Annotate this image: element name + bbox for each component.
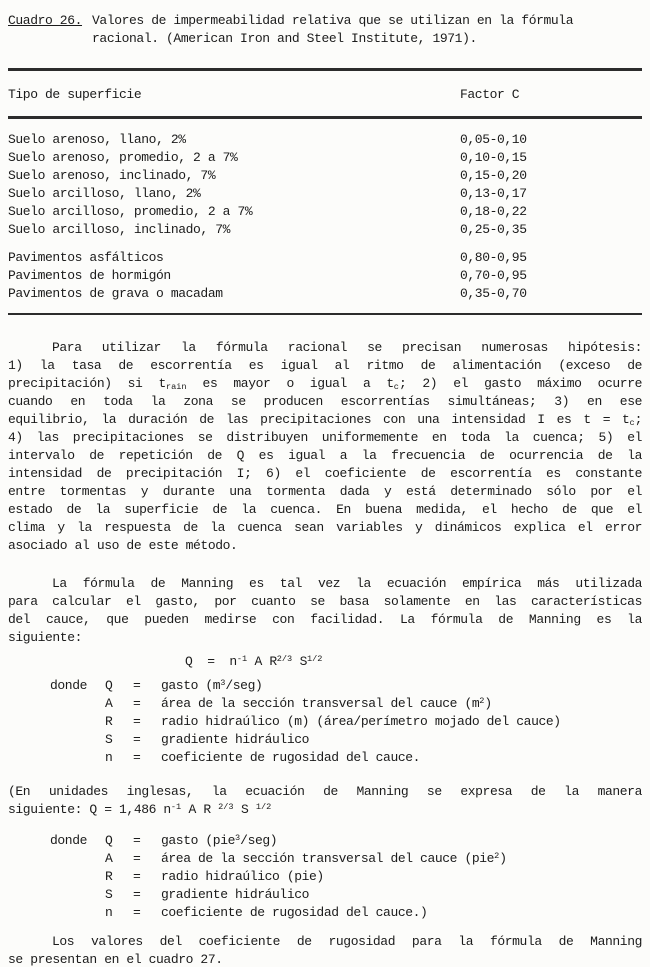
text-line: racional. (American Iron and Steel Institute, 1971).	[92, 31, 477, 46]
where-label-spacer	[50, 713, 105, 731]
text-line: precipitación) si $t_{rain}$ es mayor o igual a $t_c$; 2) el gasto máximo ocurre	[8, 376, 642, 393]
caption-text	[92, 12, 642, 48]
definition-cell: radio hidraúlico (pie)	[161, 869, 324, 884]
where-label-spacer	[50, 904, 105, 922]
factor-cell: 0,05-0,10	[460, 132, 527, 147]
where-definitions-english	[8, 832, 642, 922]
where-label-spacer	[50, 886, 105, 904]
surface-cell: Suelo arenoso, llano, 2%	[8, 132, 186, 147]
definition-row	[50, 904, 642, 922]
equals-sign: =	[133, 869, 141, 884]
text-line: entre tormentas y durante una tormenta dada y está determinado sólo por el	[8, 484, 642, 499]
text-line: para calcular el gasto, por cuanto se basa solamente en las características	[8, 594, 642, 609]
text-line: estado de la superficie de la cuenca. En buena medida, el hecho de que el	[8, 502, 642, 517]
surface-cell: Suelo arenoso, inclinado, 7%	[8, 168, 216, 183]
pavement-rows-group	[8, 249, 642, 303]
table-row	[8, 149, 642, 167]
text-line: 4) las precipitaciones se distribuyen uniformemente en toda la cuenca; 5) el	[8, 430, 642, 445]
text-line: se presentan en el cuadro 27.	[8, 952, 223, 967]
surface-cell: Pavimentos asfálticos	[8, 250, 164, 265]
where-label-spacer	[50, 850, 105, 868]
definition-cell: área de la sección transversal del cauce (pie$^2$)	[161, 851, 507, 866]
table-row	[8, 221, 642, 239]
surface-cell: Suelo arcilloso, promedio, 2 a 7%	[8, 204, 253, 219]
text-line: Para utilizar la fórmula racional se precisan numerosas hipótesis:	[52, 340, 642, 355]
equals-sign: =	[133, 678, 141, 693]
definition-cell: gradiente hidráulico	[161, 887, 310, 902]
hypotheses-paragraph	[8, 339, 642, 555]
english-units-paragraph	[8, 783, 642, 819]
text-line: siguiente: Q = 1,486 $n^{-1}$ A R $^{2/3}$ S $^{1/2}$	[8, 802, 272, 817]
text-line: clima y la respuesta de la cuenca sean variables y dinámicos explica el error	[8, 520, 642, 535]
definition-cell: coeficiente de rugosidad del cauce.	[161, 750, 421, 765]
factor-cell: 0,70-0,95	[460, 268, 527, 283]
text-line: cuando en toda la zona se producen escorrentías simultáneas; 3) en ese	[8, 394, 642, 409]
symbol-cell: A	[105, 851, 113, 866]
equals-sign: =	[133, 750, 141, 765]
table-row	[8, 249, 642, 267]
definition-row	[50, 677, 642, 695]
where-label-spacer	[50, 695, 105, 713]
table-row	[8, 131, 642, 149]
equals-sign: =	[133, 833, 141, 848]
where-label-spacer	[50, 749, 105, 767]
text-line: intervalo de repetición de Q es igual a la frecuencia de ocurrencia de la	[8, 448, 642, 463]
surface-cell: Suelo arcilloso, inclinado, 7%	[8, 222, 231, 237]
caption-label: Cuadro 26.	[8, 13, 83, 28]
definition-row	[50, 695, 642, 713]
table-bottom-rule	[8, 313, 642, 315]
where-label-spacer	[50, 731, 105, 749]
factor-cell: 0,18-0,22	[460, 204, 527, 219]
factor-cell: 0,15-0,20	[460, 168, 527, 183]
text-line: asociado al uso de este método.	[8, 538, 238, 553]
table-row	[8, 185, 642, 203]
where-label-spacer	[50, 868, 105, 886]
factor-cell: 0,13-0,17	[460, 186, 527, 201]
symbol-cell: A	[105, 696, 113, 711]
text-line: del cauce, que pueden medirse con facilidad. La fórmula de Manning es la	[8, 612, 642, 627]
symbol-cell: S	[105, 887, 113, 902]
text-line: (En unidades inglesas, la ecuación de Manning se expresa de la manera	[8, 784, 642, 799]
text-line: siguiente:	[8, 630, 83, 645]
text-line: equilibrio, la duración de las precipitaciones con una intensidad I es $t = t_c$;	[8, 412, 642, 429]
symbol-cell: R	[105, 869, 113, 884]
text-line: 1) la tasa de escorrentía es igual al ritmo de alimentación (exceso de	[8, 358, 642, 373]
equals-sign: =	[133, 905, 141, 920]
factor-cell: 0,35-0,70	[460, 286, 527, 301]
where-label: donde	[50, 833, 88, 848]
equals-sign: =	[133, 732, 141, 747]
definition-cell: gradiente hidráulico	[161, 732, 310, 747]
symbol-cell: Q	[105, 678, 113, 693]
surface-cell: Suelo arenoso, promedio, 2 a 7%	[8, 150, 238, 165]
table-header-row	[8, 86, 642, 104]
symbol-cell: R	[105, 714, 113, 729]
surface-cell: Pavimentos de grava o macadam	[8, 286, 223, 301]
definition-cell: radio hidraúlico (m) (área/perímetro mojado del cauce)	[161, 714, 561, 729]
table-row	[8, 167, 642, 185]
definition-row	[50, 832, 642, 850]
equals-sign: =	[133, 851, 141, 866]
definition-cell: gasto $(m^3/seg)$	[161, 678, 263, 693]
factor-cell: 0,80-0,95	[460, 250, 527, 265]
equals-sign: =	[133, 887, 141, 902]
table-row	[8, 267, 642, 285]
definition-row	[50, 749, 642, 767]
where-definitions-metric	[8, 677, 642, 767]
symbol-cell: S	[105, 732, 113, 747]
text-line: Los valores del coeficiente de rugosidad para la fórmula de Manning	[52, 934, 642, 949]
definition-cell: coeficiente de rugosidad del cauce.)	[161, 905, 428, 920]
equals-sign: =	[133, 714, 141, 729]
text-line: Valores de impermeabilidad relativa que se utilizan en la fórmula	[92, 13, 574, 28]
surface-cell: Suelo arcilloso, llano, 2%	[8, 186, 201, 201]
manning-formula: $Q = n^{-1}$ A $R^{2/3}$ $S^{1/2}$	[185, 654, 323, 669]
definition-row	[50, 886, 642, 904]
soil-rows-group	[8, 131, 642, 239]
text-line: intensidad de precipitación I; 6) el coeficiente de escorrentía es constante	[8, 466, 642, 481]
table-header-rule	[8, 116, 642, 119]
symbol-cell: n	[105, 905, 113, 920]
equals-sign: =	[133, 696, 141, 711]
surface-column-header: Tipo de superficie	[8, 87, 142, 102]
surface-cell: Pavimentos de hormigón	[8, 268, 171, 283]
definition-cell: gasto (pie$^3$/seg)	[161, 833, 278, 848]
definition-row	[50, 713, 642, 731]
table-row	[8, 285, 642, 303]
factor-cell: 0,25-0,35	[460, 222, 527, 237]
where-label: donde	[50, 678, 88, 693]
manning-intro-paragraph	[8, 575, 642, 647]
definition-cell: área de la sección transversal del cauce $(m^2)$	[161, 696, 492, 711]
table-top-rule	[8, 68, 642, 71]
factor-column-header: Factor C	[460, 87, 520, 102]
table-row	[8, 203, 642, 221]
definition-row	[50, 850, 642, 868]
table-caption	[8, 12, 642, 48]
symbol-cell: n	[105, 750, 113, 765]
definition-row	[50, 868, 642, 886]
symbol-cell: Q	[105, 833, 113, 848]
closing-paragraph	[8, 933, 642, 967]
factor-cell: 0,10-0,15	[460, 150, 527, 165]
definition-row	[50, 731, 642, 749]
text-line: La fórmula de Manning es tal vez la ecuación empírica más utilizada	[52, 576, 642, 591]
